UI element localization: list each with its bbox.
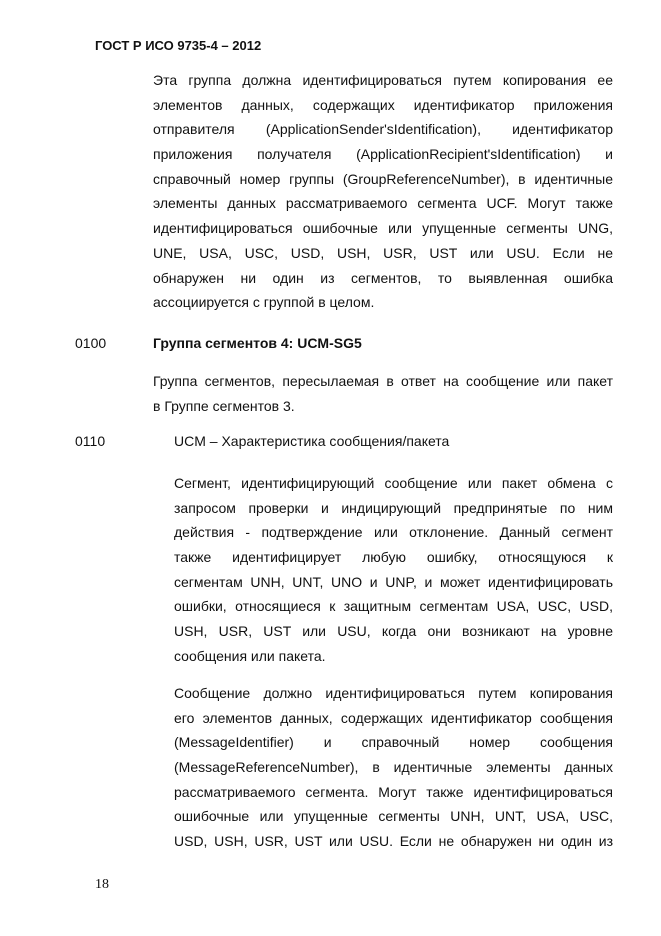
paragraph-ucm-segment (174, 471, 613, 669)
text-line: в Группе сегментов 3. (153, 397, 295, 414)
text-line: (MessageReferenceNumber), в идентичные элементы данных (174, 759, 613, 776)
section-heading-0110: UCM – Характеристика сообщения/пакета (174, 433, 450, 449)
text-line: (MessageIdentifier) и справочный номер сообщения (174, 734, 613, 751)
text-line: сообщения или пакета. (174, 647, 326, 664)
section-heading-0100: Группа сегментов 4: UCM-SG5 (153, 335, 362, 351)
text-line: сегментам UNH, UNT, UNO и UNP, и может идентифицировать (174, 573, 613, 590)
section-number-0100: 0100 (75, 335, 107, 351)
text-line: справочный номер группы (GroupReferenceNumber), в идентичные (153, 170, 613, 187)
page-number: 18 (95, 877, 109, 892)
paragraph-segment-group-4 (153, 369, 613, 418)
text-line: элементов данных, содержащих идентификатор приложения (153, 96, 613, 113)
text-line: Группа сегментов, пересылаемая в ответ на сообщение или пакет (153, 373, 613, 389)
section-number-0110: 0110 (75, 433, 106, 449)
text-line: ошибочные или упущенные сегменты UNH, UNT, USA, USC, (174, 808, 613, 825)
text-line: Эта группа должна идентифицироваться путем копирования ее (153, 72, 613, 88)
text-line: Сегмент, идентифицирующий сообщение или пакет обмена с (174, 475, 613, 491)
text-line: USD, USH, USR, UST или USU. Если не обнаружен ни один из (174, 833, 613, 850)
text-line: обнаружен ни один из сегментов, то выявленная ошибка (153, 269, 613, 286)
paragraph-group-identification (153, 68, 613, 315)
text-line: отправителя (ApplicationSender'sIdentification), идентификатор (153, 121, 613, 138)
paragraph-message-identification (174, 681, 613, 854)
text-line: Сообщение должно идентифицироваться путем копирования (174, 685, 613, 701)
text-line: ассоциируется с группой в целом. (153, 294, 375, 311)
document-header: ГОСТ Р ИСО 9735-4 – 2012 (95, 38, 262, 53)
text-line: также идентифицирует любую ошибку, относящуюся к (174, 549, 613, 566)
text-line: рассматриваемого сегмента. Могут также идентифицироваться (174, 783, 613, 800)
text-line: USH, USR, UST или USU, когда они возникают на уровне (174, 623, 613, 640)
text-line: ошибки, относящиеся к защитным сегментам USA, USC, USD, (174, 598, 613, 615)
text-line: его элементов данных, содержащих идентификатор сообщения (174, 709, 613, 726)
text-line: приложения получателя (ApplicationRecipient'sIdentification) и (153, 146, 613, 163)
text-line: UNE, USA, USC, USD, USH, USR, UST или USU. Если не (153, 244, 613, 261)
text-line: идентифицироваться ошибочные или упущенные сегменты UNG, (153, 220, 613, 237)
text-line: запросом проверки и индицирующий предпринятые по ним (174, 499, 613, 516)
text-line: действия - подтверждение или отклонение. Данный сегмент (174, 524, 613, 541)
text-line: элементы данных рассматриваемого сегмента UCF. Могут также (153, 195, 613, 212)
